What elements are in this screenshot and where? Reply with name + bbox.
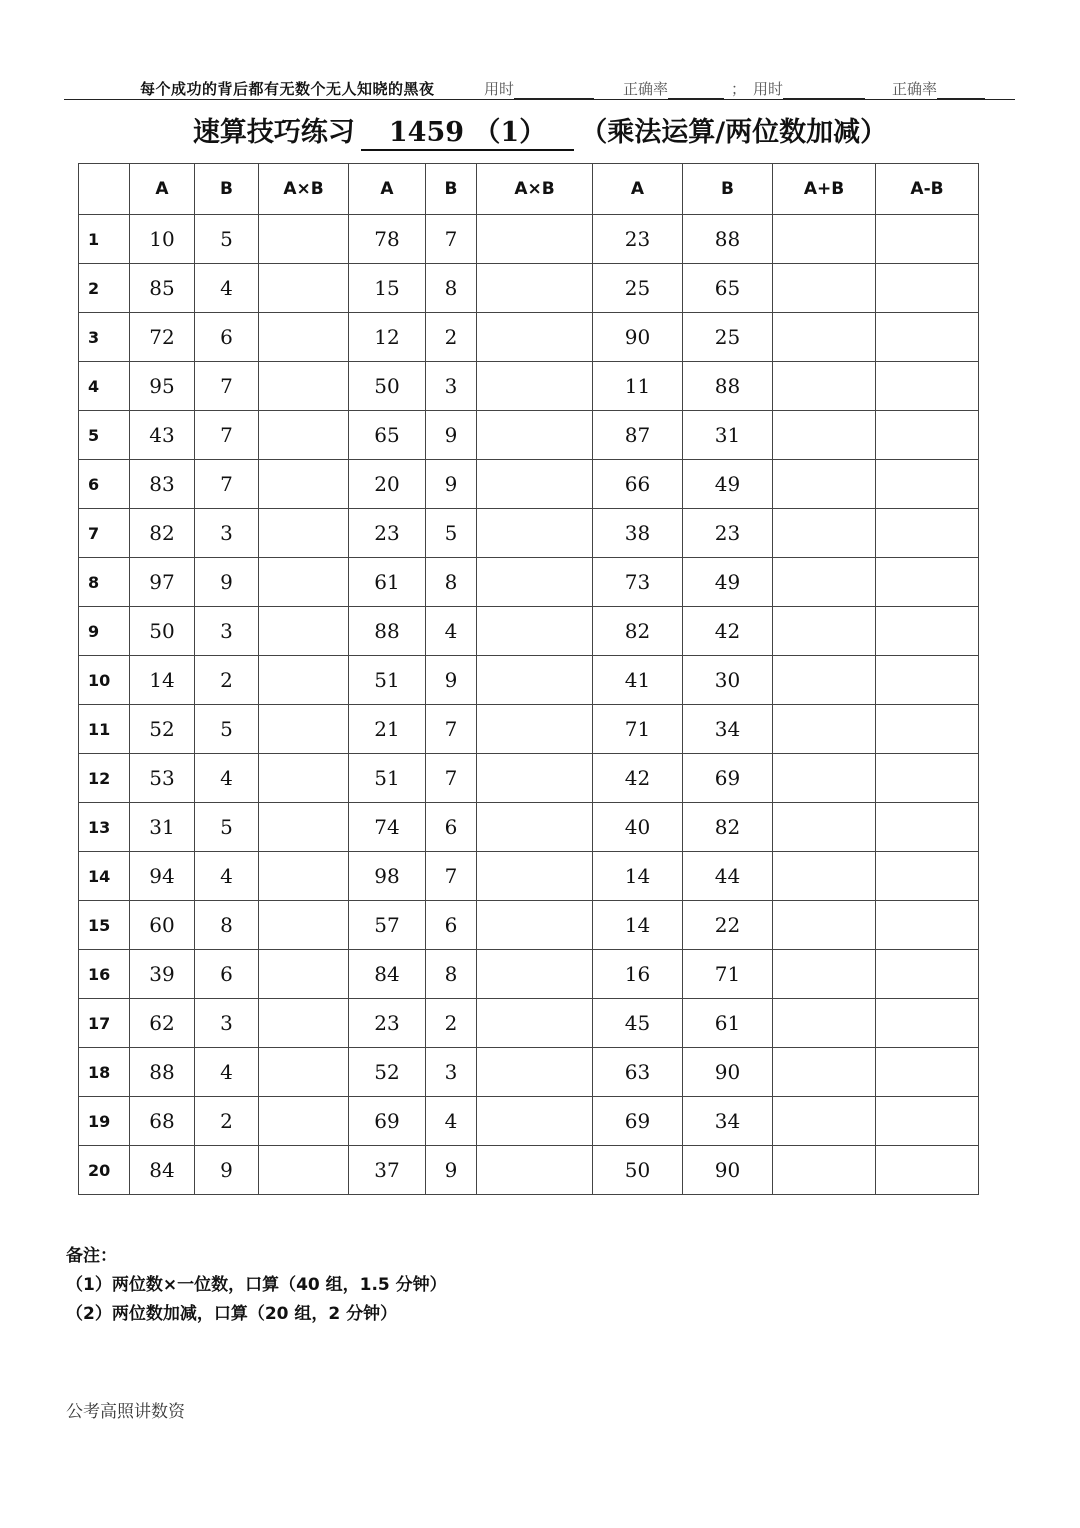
table-row <box>79 656 979 705</box>
answer-cell[interactable] <box>477 215 593 264</box>
title-number: 1459 （1） <box>361 110 574 151</box>
time-field-2[interactable] <box>753 78 865 99</box>
operand-cell: 2 <box>195 656 259 705</box>
operand-cell: 50 <box>349 362 426 411</box>
answer-cell[interactable] <box>259 1097 349 1146</box>
accuracy-field-2[interactable] <box>892 78 985 99</box>
table-row <box>79 1048 979 1097</box>
answer-cell[interactable] <box>477 901 593 950</box>
accuracy-label-1: 正确率 <box>623 80 669 98</box>
operand-cell: 6 <box>195 950 259 999</box>
answer-cell[interactable] <box>259 460 349 509</box>
operand-cell: 14 <box>593 852 683 901</box>
answer-cell[interactable] <box>477 1048 593 1097</box>
notes-line-1: （1）两位数×一位数，口算（40 组，1.5 分钟） <box>66 1275 447 1295</box>
operand-cell: 65 <box>683 264 773 313</box>
operand-cell: 31 <box>683 411 773 460</box>
answer-cell[interactable] <box>259 411 349 460</box>
answer-cell[interactable] <box>876 509 979 558</box>
operand-cell: 9 <box>426 656 477 705</box>
answer-cell[interactable] <box>477 313 593 362</box>
operand-cell: 87 <box>593 411 683 460</box>
row-number: 1 <box>79 215 130 264</box>
operand-cell: 8 <box>426 264 477 313</box>
answer-cell[interactable] <box>876 754 979 803</box>
answer-cell[interactable] <box>773 656 876 705</box>
answer-cell[interactable] <box>773 1097 876 1146</box>
operand-cell: 49 <box>683 558 773 607</box>
operand-cell: 25 <box>593 264 683 313</box>
operand-cell: 5 <box>195 803 259 852</box>
row-number: 16 <box>79 950 130 999</box>
operand-cell: 11 <box>593 362 683 411</box>
answer-cell[interactable] <box>773 852 876 901</box>
answer-cell[interactable] <box>773 1146 876 1195</box>
answer-cell[interactable] <box>477 852 593 901</box>
operand-cell: 45 <box>593 999 683 1048</box>
operand-cell: 3 <box>195 999 259 1048</box>
operand-cell: 88 <box>683 362 773 411</box>
table-row <box>79 803 979 852</box>
row-number: 10 <box>79 656 130 705</box>
row-number: 5 <box>79 411 130 460</box>
answer-cell[interactable] <box>259 950 349 999</box>
answer-cell[interactable] <box>876 558 979 607</box>
operand-cell: 74 <box>349 803 426 852</box>
answer-cell[interactable] <box>876 901 979 950</box>
operand-cell: 22 <box>683 901 773 950</box>
row-number: 17 <box>79 999 130 1048</box>
accuracy-blank-1[interactable] <box>668 84 724 99</box>
operand-cell: 84 <box>349 950 426 999</box>
row-number: 2 <box>79 264 130 313</box>
answer-cell[interactable] <box>876 950 979 999</box>
table-header-row <box>79 164 979 215</box>
operand-cell: 42 <box>593 754 683 803</box>
operand-cell: 23 <box>683 509 773 558</box>
table-row <box>79 754 979 803</box>
operand-cell: 82 <box>593 607 683 656</box>
answer-cell[interactable] <box>259 754 349 803</box>
operand-cell: 7 <box>426 754 477 803</box>
operand-cell: 9 <box>426 1146 477 1195</box>
answer-cell[interactable] <box>477 1146 593 1195</box>
operand-cell: 94 <box>130 852 195 901</box>
operand-cell: 3 <box>426 1048 477 1097</box>
operand-cell: 42 <box>683 607 773 656</box>
answer-cell[interactable] <box>773 362 876 411</box>
operand-cell: 66 <box>593 460 683 509</box>
operand-cell: 37 <box>349 1146 426 1195</box>
operand-cell: 68 <box>130 1097 195 1146</box>
answer-cell[interactable] <box>876 705 979 754</box>
column-header: A×B <box>259 164 349 215</box>
answer-cell[interactable] <box>876 1048 979 1097</box>
answer-cell[interactable] <box>876 313 979 362</box>
operand-cell: 7 <box>195 362 259 411</box>
table-row <box>79 411 979 460</box>
notes-heading: 备注： <box>66 1246 117 1266</box>
operand-cell: 21 <box>349 705 426 754</box>
table-row <box>79 264 979 313</box>
operand-cell: 85 <box>130 264 195 313</box>
table-row <box>79 1146 979 1195</box>
operand-cell: 73 <box>593 558 683 607</box>
table-row <box>79 509 979 558</box>
row-number: 20 <box>79 1146 130 1195</box>
notes-section <box>66 1242 447 1329</box>
operand-cell: 4 <box>195 754 259 803</box>
operand-cell: 63 <box>593 1048 683 1097</box>
operand-cell: 23 <box>349 999 426 1048</box>
operand-cell: 71 <box>683 950 773 999</box>
title-suffix: （乘法运算/两位数加减） <box>580 117 888 148</box>
row-number: 14 <box>79 852 130 901</box>
row-number: 11 <box>79 705 130 754</box>
answer-cell[interactable] <box>259 264 349 313</box>
operand-cell: 16 <box>593 950 683 999</box>
operand-cell: 90 <box>593 313 683 362</box>
operand-cell: 82 <box>683 803 773 852</box>
operand-cell: 72 <box>130 313 195 362</box>
answer-cell[interactable] <box>259 852 349 901</box>
operand-cell: 3 <box>426 362 477 411</box>
operand-cell: 2 <box>426 313 477 362</box>
time-label-1: 用时 <box>484 80 515 98</box>
answer-cell[interactable] <box>477 509 593 558</box>
column-header: A <box>593 164 683 215</box>
operand-cell: 50 <box>593 1146 683 1195</box>
operand-cell: 3 <box>195 607 259 656</box>
table-row <box>79 901 979 950</box>
operand-cell: 90 <box>683 1146 773 1195</box>
operand-cell: 52 <box>349 1048 426 1097</box>
operand-cell: 5 <box>195 215 259 264</box>
notes-line-2: （2）两位数加减，口算（20 组，2 分钟） <box>66 1304 398 1324</box>
operand-cell: 9 <box>426 460 477 509</box>
column-header: B <box>195 164 259 215</box>
answer-cell[interactable] <box>477 558 593 607</box>
table-row <box>79 607 979 656</box>
operand-cell: 34 <box>683 705 773 754</box>
answer-cell[interactable] <box>773 215 876 264</box>
row-number: 6 <box>79 460 130 509</box>
answer-cell[interactable] <box>477 607 593 656</box>
table-row <box>79 1097 979 1146</box>
title-prefix: 速算技巧练习 <box>192 117 355 148</box>
column-header: A-B <box>876 164 979 215</box>
accuracy-blank-2[interactable] <box>937 84 985 99</box>
table-row <box>79 852 979 901</box>
answer-cell[interactable] <box>773 754 876 803</box>
operand-cell: 7 <box>195 411 259 460</box>
answer-cell[interactable] <box>876 607 979 656</box>
answer-cell[interactable] <box>773 264 876 313</box>
operand-cell: 14 <box>130 656 195 705</box>
answer-cell[interactable] <box>259 509 349 558</box>
operand-cell: 6 <box>426 901 477 950</box>
table-row <box>79 999 979 1048</box>
operand-cell: 52 <box>130 705 195 754</box>
column-header: B <box>426 164 477 215</box>
operand-cell: 2 <box>195 1097 259 1146</box>
answer-cell[interactable] <box>876 215 979 264</box>
motto: 每个成功的背后都有无数个无人知晓的黑夜 <box>140 80 435 98</box>
operand-cell: 30 <box>683 656 773 705</box>
operand-cell: 82 <box>130 509 195 558</box>
operand-cell: 88 <box>349 607 426 656</box>
operand-cell: 49 <box>683 460 773 509</box>
answer-cell[interactable] <box>259 558 349 607</box>
answer-cell[interactable] <box>259 313 349 362</box>
operand-cell: 6 <box>426 803 477 852</box>
row-number: 3 <box>79 313 130 362</box>
operand-cell: 39 <box>130 950 195 999</box>
answer-cell[interactable] <box>477 1097 593 1146</box>
answer-cell[interactable] <box>876 362 979 411</box>
answer-cell[interactable] <box>259 362 349 411</box>
answer-cell[interactable] <box>259 999 349 1048</box>
answer-cell[interactable] <box>876 1097 979 1146</box>
table-row <box>79 313 979 362</box>
table-row <box>79 460 979 509</box>
page-title <box>0 110 1080 151</box>
operand-cell: 43 <box>130 411 195 460</box>
operand-cell: 4 <box>426 607 477 656</box>
operand-cell: 69 <box>349 1097 426 1146</box>
row-number: 13 <box>79 803 130 852</box>
answer-cell[interactable] <box>876 999 979 1048</box>
answer-cell[interactable] <box>477 362 593 411</box>
operand-cell: 62 <box>130 999 195 1048</box>
operand-cell: 3 <box>195 509 259 558</box>
row-number: 12 <box>79 754 130 803</box>
operand-cell: 6 <box>195 313 259 362</box>
row-number: 4 <box>79 362 130 411</box>
operand-cell: 34 <box>683 1097 773 1146</box>
answer-cell[interactable] <box>773 705 876 754</box>
operand-cell: 8 <box>426 950 477 999</box>
answer-cell[interactable] <box>259 1048 349 1097</box>
operand-cell: 44 <box>683 852 773 901</box>
operand-cell: 69 <box>593 1097 683 1146</box>
answer-cell[interactable] <box>477 264 593 313</box>
operand-cell: 84 <box>130 1146 195 1195</box>
operand-cell: 61 <box>349 558 426 607</box>
answer-cell[interactable] <box>259 1146 349 1195</box>
exercise-table <box>78 163 979 1195</box>
operand-cell: 90 <box>683 1048 773 1097</box>
time-label-2: 用时 <box>753 80 784 98</box>
operand-cell: 20 <box>349 460 426 509</box>
operand-cell: 40 <box>593 803 683 852</box>
operand-cell: 65 <box>349 411 426 460</box>
operand-cell: 23 <box>593 215 683 264</box>
answer-cell[interactable] <box>477 460 593 509</box>
operand-cell: 15 <box>349 264 426 313</box>
answer-cell[interactable] <box>876 1146 979 1195</box>
column-header: A <box>130 164 195 215</box>
column-header: A+B <box>773 164 876 215</box>
operand-cell: 7 <box>426 852 477 901</box>
operand-cell: 9 <box>195 1146 259 1195</box>
answer-cell[interactable] <box>876 803 979 852</box>
table-row <box>79 950 979 999</box>
answer-cell[interactable] <box>773 558 876 607</box>
answer-cell[interactable] <box>477 705 593 754</box>
table-body <box>79 215 979 1195</box>
operand-cell: 9 <box>426 411 477 460</box>
answer-cell[interactable] <box>876 852 979 901</box>
operand-cell: 38 <box>593 509 683 558</box>
answer-cell[interactable] <box>876 460 979 509</box>
operand-cell: 25 <box>683 313 773 362</box>
operand-cell: 8 <box>195 901 259 950</box>
operand-cell: 41 <box>593 656 683 705</box>
table-row <box>79 215 979 264</box>
operand-cell: 88 <box>130 1048 195 1097</box>
answer-cell[interactable] <box>259 705 349 754</box>
answer-cell[interactable] <box>259 215 349 264</box>
operand-cell: 57 <box>349 901 426 950</box>
column-header: B <box>683 164 773 215</box>
header-bar <box>64 73 1015 100</box>
operand-cell: 53 <box>130 754 195 803</box>
answer-cell[interactable] <box>259 607 349 656</box>
answer-cell[interactable] <box>477 754 593 803</box>
column-header: A×B <box>477 164 593 215</box>
row-number: 19 <box>79 1097 130 1146</box>
operand-cell: 2 <box>426 999 477 1048</box>
answer-cell[interactable] <box>773 460 876 509</box>
answer-cell[interactable] <box>477 411 593 460</box>
operand-cell: 9 <box>195 558 259 607</box>
row-number: 9 <box>79 607 130 656</box>
row-number: 18 <box>79 1048 130 1097</box>
operand-cell: 88 <box>683 215 773 264</box>
operand-cell: 69 <box>683 754 773 803</box>
operand-cell: 5 <box>426 509 477 558</box>
operand-cell: 60 <box>130 901 195 950</box>
operand-cell: 51 <box>349 754 426 803</box>
answer-cell[interactable] <box>876 264 979 313</box>
operand-cell: 8 <box>426 558 477 607</box>
answer-cell[interactable] <box>773 607 876 656</box>
operand-cell: 31 <box>130 803 195 852</box>
operand-cell: 4 <box>195 1048 259 1097</box>
operand-cell: 7 <box>426 705 477 754</box>
answer-cell[interactable] <box>259 803 349 852</box>
accuracy-label-2: 正确率 <box>892 80 938 98</box>
answer-cell[interactable] <box>773 509 876 558</box>
answer-cell[interactable] <box>773 950 876 999</box>
answer-cell[interactable] <box>876 411 979 460</box>
answer-cell[interactable] <box>876 656 979 705</box>
answer-cell[interactable] <box>773 411 876 460</box>
operand-cell: 4 <box>195 852 259 901</box>
operand-cell: 5 <box>195 705 259 754</box>
operand-cell: 14 <box>593 901 683 950</box>
operand-cell: 50 <box>130 607 195 656</box>
answer-cell[interactable] <box>477 999 593 1048</box>
operand-cell: 78 <box>349 215 426 264</box>
operand-cell: 4 <box>195 264 259 313</box>
answer-cell[interactable] <box>477 656 593 705</box>
answer-cell[interactable] <box>773 313 876 362</box>
operand-cell: 4 <box>426 1097 477 1146</box>
operand-cell: 7 <box>195 460 259 509</box>
answer-cell[interactable] <box>773 1048 876 1097</box>
time-blank-2[interactable] <box>783 84 865 99</box>
table-row <box>79 705 979 754</box>
operand-cell: 23 <box>349 509 426 558</box>
table-row <box>79 558 979 607</box>
operand-cell: 98 <box>349 852 426 901</box>
column-header: A <box>349 164 426 215</box>
operand-cell: 7 <box>426 215 477 264</box>
operand-cell: 51 <box>349 656 426 705</box>
table-row <box>79 362 979 411</box>
answer-cell[interactable] <box>259 901 349 950</box>
operand-cell: 71 <box>593 705 683 754</box>
answer-cell[interactable] <box>773 901 876 950</box>
operand-cell: 61 <box>683 999 773 1048</box>
row-number: 8 <box>79 558 130 607</box>
header-separator: ； <box>731 80 747 98</box>
answer-cell[interactable] <box>477 950 593 999</box>
operand-cell: 97 <box>130 558 195 607</box>
operand-cell: 95 <box>130 362 195 411</box>
operand-cell: 10 <box>130 215 195 264</box>
answer-cell[interactable] <box>477 803 593 852</box>
row-number: 15 <box>79 901 130 950</box>
answer-cell[interactable] <box>773 999 876 1048</box>
footer-text: 公考高照讲数资 <box>66 1402 185 1422</box>
answer-cell[interactable] <box>259 656 349 705</box>
row-number: 7 <box>79 509 130 558</box>
operand-cell: 83 <box>130 460 195 509</box>
column-header <box>79 164 130 215</box>
accuracy-field-1[interactable] <box>623 78 724 99</box>
time-blank-1[interactable] <box>514 84 594 99</box>
answer-cell[interactable] <box>773 803 876 852</box>
time-field-1[interactable] <box>484 78 594 99</box>
operand-cell: 12 <box>349 313 426 362</box>
